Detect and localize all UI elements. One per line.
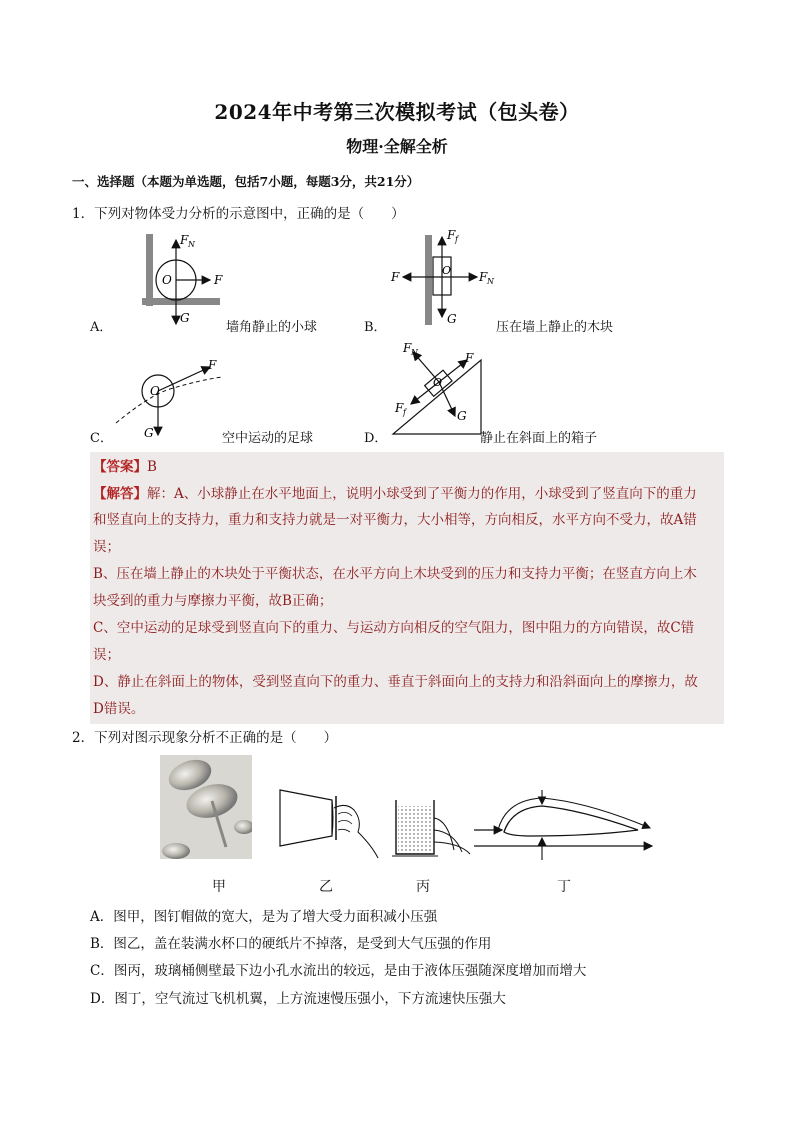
section-heading: 一、选择题（本题为单选题，包括7小题，每题3分，共21分）	[72, 174, 420, 189]
analysis-text: 解：A、小球静止在水平地面上，说明小球受到了平衡力的作用，小球受到了竖直向下的重力	[147, 486, 697, 502]
answer-line	[93, 455, 157, 475]
option-b-letter: B．	[364, 320, 387, 335]
analysis-line-1	[93, 482, 697, 502]
analysis-line-7: 误；	[93, 647, 120, 663]
page-subtitle: 物理·全解全析	[346, 137, 448, 156]
figure-a-wall-corner-ball	[110, 228, 240, 328]
label-g: G	[447, 312, 457, 326]
q2-option-a: A．图甲，图钉帽做的宽大，是为了增大受力面积减小压强	[90, 909, 438, 925]
label-g: G	[144, 426, 154, 440]
figure-jia-thumbtack-photo	[160, 755, 252, 859]
option-c-caption: 空中运动的足球	[222, 431, 314, 446]
label-fn: F	[403, 341, 412, 355]
label-o: O	[442, 264, 452, 277]
analysis-line-8: D、静止在斜面上的物体，受到竖直向下的重力、垂直于斜面向上的支持力和沿斜面向上的摩擦力，故	[93, 674, 698, 690]
analysis-line-5: 块受到的重力与摩擦力平衡，故B正确；	[93, 593, 333, 609]
analysis-line-3: 误；	[93, 539, 120, 555]
label-fn-sub: N	[487, 277, 494, 286]
answer-tag: 【答案】	[93, 459, 147, 475]
option-d-caption: 静止在斜面上的箱子	[480, 431, 598, 446]
answer-value: B	[147, 459, 157, 475]
option-b-caption: 压在墙上静止的木块	[496, 320, 614, 335]
question-1-stem: 1．下列对物体受力分析的示意图中，正确的是（ ）	[72, 206, 405, 222]
label-f: F	[391, 270, 400, 284]
figure-label-ding: 丁	[557, 879, 571, 895]
figure-b-block-on-wall	[385, 225, 505, 330]
q2-option-b: B．图乙，盖在装满水杯口的硬纸片不掉落，是受到大气压强的作用	[90, 936, 492, 952]
analysis-line-6: C、空中运动的足球受到竖直向下的重力、与运动方向相反的空气阻力，图中阻力的方向错误，故C错	[93, 620, 695, 636]
label-ff: F	[395, 401, 404, 415]
figure-yi-cup-paper	[272, 780, 380, 860]
label-g: G	[457, 409, 467, 423]
figure-label-jia: 甲	[212, 879, 226, 895]
label-o: O	[433, 376, 443, 389]
figure-label-yi: 乙	[319, 879, 333, 895]
q2-option-c: C．图丙，玻璃桶侧壁最下边小孔水流出的较远，是由于液体压强随深度增加而增大	[90, 963, 587, 979]
label-fn-sub: N	[188, 240, 195, 249]
label-fn-sub: N	[411, 348, 418, 357]
figure-ding-airfoil	[472, 790, 656, 862]
analysis-line-4: B、压在墙上静止的木块处于平衡状态，在水平方向上木块受到的压力和支持力平衡；在竖直方向上木	[93, 566, 697, 582]
option-a-caption: 墙角静止的小球	[226, 320, 318, 335]
label-ff-sub: f	[403, 408, 406, 417]
label-ff-sub: f	[455, 235, 458, 244]
option-d-letter: D．	[364, 431, 388, 446]
label-f: F	[208, 358, 217, 372]
label-ff: F	[447, 228, 456, 242]
label-fn: F	[180, 233, 189, 247]
figure-bing-water-container	[392, 788, 472, 860]
analysis-line-2: 和竖直向上的支持力，重力和支持力就是一对平衡力，大小相等，方向相反，水平方向不受力，故A错	[93, 512, 697, 528]
label-f: F	[465, 351, 474, 365]
label-g: G	[180, 311, 190, 325]
option-a-letter: A．	[90, 320, 113, 335]
figure-c-ball-in-air	[110, 355, 230, 440]
analysis-tag: 【解答】	[93, 486, 147, 502]
label-fn: F	[479, 270, 488, 284]
page-title: 2024年中考第三次模拟考试（包头卷）	[214, 100, 580, 124]
option-c-letter: C．	[90, 431, 113, 446]
label-f: F	[214, 273, 223, 287]
label-o: O	[150, 384, 160, 398]
analysis-line-9: D错误。	[93, 701, 145, 717]
q2-option-d: D．图丁，空气流过飞机机翼，上方流速慢压强小，下方流速快压强大	[90, 991, 506, 1007]
question-2-stem: 2．下列对图示现象分析不正确的是（ ）	[72, 730, 338, 746]
figure-d-box-on-incline	[385, 338, 495, 438]
figure-label-bing: 丙	[416, 879, 430, 895]
label-o: O	[162, 273, 172, 287]
